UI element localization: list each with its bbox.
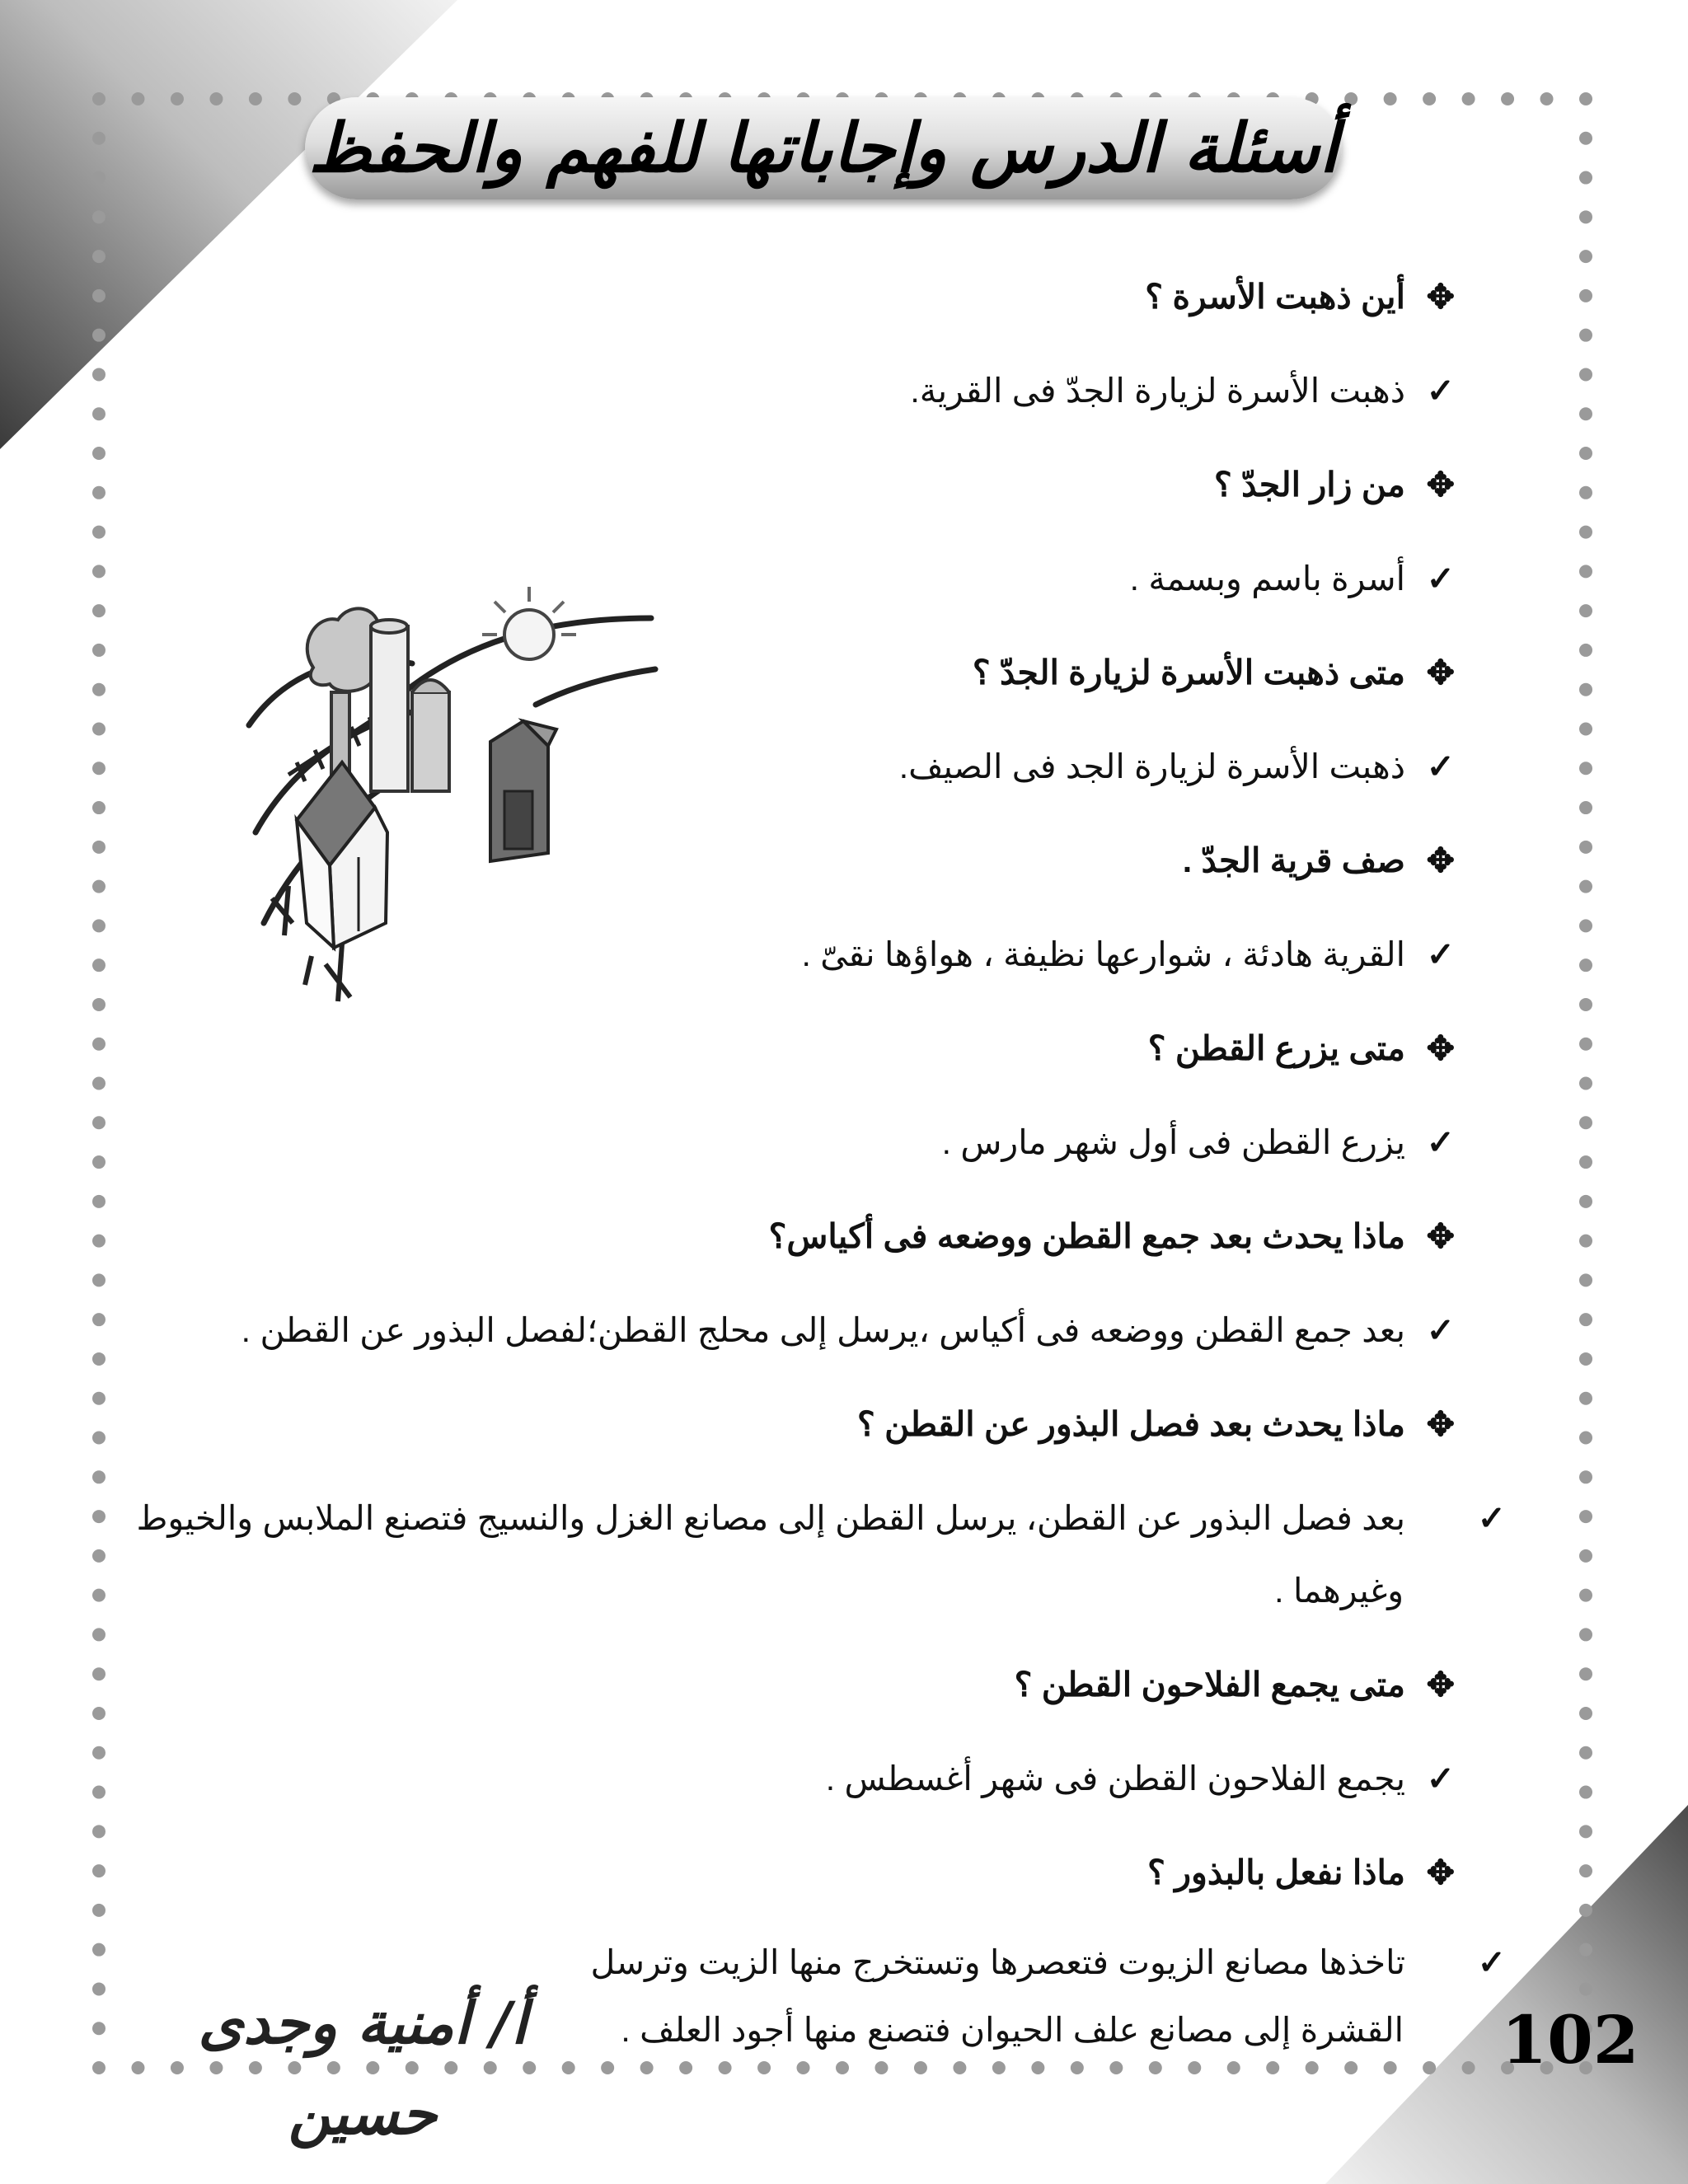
frame-dot: [1579, 958, 1592, 972]
answer-8: ✓يجمع الفلاحون القطن فى شهر أغسطس .: [136, 1737, 1455, 1831]
frame-dot: [92, 644, 106, 657]
check-mark-icon: ✓: [1426, 372, 1455, 410]
frame-dot: [1579, 368, 1592, 381]
frame-dot: [1579, 722, 1592, 735]
frame-dot: [1579, 565, 1592, 578]
frame-dot: [92, 1786, 106, 1799]
frame-dot: [249, 92, 262, 105]
frame-dot: [1579, 604, 1592, 617]
four-diamond-bullet-icon: ✥: [1426, 466, 1455, 504]
frame-dot: [1579, 329, 1592, 342]
frame-dot: [1579, 1589, 1592, 1602]
question-2: ✥من زار الجدّ ؟: [136, 443, 1455, 537]
frame-dot: [1579, 1432, 1592, 1445]
frame-dot: [92, 250, 106, 263]
check-mark-icon: ✓: [1477, 1943, 1506, 1981]
four-diamond-bullet-icon: ✥: [1426, 841, 1455, 879]
frame-dot: [92, 1746, 106, 1760]
answer-7: ✓بعد فصل البذور عن القطن، يرسل القطن إلى مصانع الغزل والنسيج فتصنع الملابس والخيوط وغيرهما .: [136, 1477, 1455, 1643]
frame-dot: [1579, 289, 1592, 302]
four-diamond-bullet-icon: ✥: [1426, 654, 1455, 691]
frame-dot: [1579, 250, 1592, 263]
frame-dot: [1579, 1195, 1592, 1208]
frame-dot: [1579, 1116, 1592, 1129]
frame-dot: [1579, 1273, 1592, 1286]
frame-dot: [1579, 1667, 1592, 1680]
frame-dot: [1579, 1943, 1592, 1957]
frame-dot: [1579, 1038, 1592, 1051]
frame-dot: [92, 1392, 106, 1405]
frame-dot: [92, 958, 106, 972]
page-title: أسئلة الدرس وإجاباتها للفهم والحفظ: [308, 109, 1339, 188]
check-mark-icon: ✓: [1426, 1311, 1455, 1349]
frame-dot: [1579, 1904, 1592, 1917]
frame-dot: [1462, 92, 1475, 105]
four-diamond-bullet-icon: ✥: [1426, 1854, 1455, 1891]
answer-5: ✓يزرع القطن فى أول شهر مارس .: [136, 1101, 1455, 1195]
frame-dot: [1540, 92, 1554, 105]
frame-dot: [1579, 1155, 1592, 1169]
frame-dot: [1579, 1746, 1592, 1760]
frame-dot: [92, 1589, 106, 1602]
barn-icon: [490, 721, 556, 861]
village-farm-illustration: [239, 569, 668, 1005]
four-diamond-bullet-icon: ✥: [1426, 278, 1455, 316]
frame-dot: [92, 368, 106, 381]
frame-dot: [92, 1707, 106, 1720]
frame-dot: [1579, 526, 1592, 539]
frame-dot: [92, 1432, 106, 1445]
frame-dot: [92, 1195, 106, 1208]
frame-dot: [1579, 1786, 1592, 1799]
check-mark-icon: ✓: [1426, 748, 1455, 785]
frame-dot: [1579, 1470, 1592, 1483]
frame-dot: [92, 1116, 106, 1129]
qa-list: [136, 255, 1506, 2064]
four-diamond-bullet-icon: ✥: [1426, 1405, 1455, 1443]
frame-dot: [92, 801, 106, 814]
frame-dot: [92, 762, 106, 775]
frame-dot: [92, 2061, 106, 2074]
frame-dot: [1579, 1510, 1592, 1523]
frame-dot: [92, 92, 106, 105]
frame-dot: [92, 407, 106, 420]
frame-dot: [92, 1510, 106, 1523]
frame-dot: [1423, 92, 1436, 105]
frame-dot: [1462, 2061, 1475, 2074]
answer-4: ✓القرية هادئة ، شوارعها نظيفة ، هواؤها نقىّ .: [136, 913, 1455, 1007]
frame-dot: [92, 841, 106, 854]
frame-dot: [1579, 1077, 1592, 1090]
frame-dot: [1579, 1707, 1592, 1720]
answer-3: ✓ذهبت الأسرة لزيارة الجد فى الصيف.: [136, 725, 1455, 819]
frame-dot: [1579, 1982, 1592, 1995]
frame-dot: [1501, 92, 1514, 105]
frame-dot: [92, 998, 106, 1011]
frame-dot: [92, 526, 106, 539]
frame-dot: [92, 683, 106, 696]
frame-dot: [1579, 880, 1592, 893]
frame-dot: [92, 1943, 106, 1957]
check-mark-icon: ✓: [1426, 935, 1455, 973]
frame-dot: [92, 1077, 106, 1090]
frame-dot: [92, 1825, 106, 1838]
frame-dot: [92, 132, 106, 145]
frame-dot: [92, 1982, 106, 1995]
frame-dot: [1579, 683, 1592, 696]
frame-dot: [1579, 1864, 1592, 1877]
frame-dot: [92, 604, 106, 617]
question-5: ✥متى يزرع القطن ؟: [136, 1007, 1455, 1101]
frame-dot: [209, 92, 223, 105]
question-9: ✥ماذا نفعل بالبذور ؟: [136, 1831, 1455, 1925]
frame-dot: [1579, 841, 1592, 854]
frame-dot: [92, 880, 106, 893]
check-mark-icon: ✓: [1477, 1499, 1506, 1537]
frame-dot: [92, 329, 106, 342]
four-diamond-bullet-icon: ✥: [1426, 1029, 1455, 1067]
frame-dot: [92, 447, 106, 460]
check-mark-icon: ✓: [1426, 1123, 1455, 1161]
frame-dot: [92, 1313, 106, 1326]
question-6: ✥ماذا يحدث بعد جمع القطن ووضعه فى أكياس؟: [136, 1195, 1455, 1289]
frame-dot: [1579, 486, 1592, 499]
frame-dot: [1579, 762, 1592, 775]
frame-dot: [92, 1628, 106, 1641]
frame-dot: [92, 1470, 106, 1483]
frame-dot: [1579, 447, 1592, 460]
frame-dot: [1579, 998, 1592, 1011]
frame-dot: [1579, 407, 1592, 420]
question-4: ✥صف قرية الجدّ .: [136, 819, 1455, 913]
frame-dot: [171, 92, 184, 105]
frame-dot: [92, 1667, 106, 1680]
frame-dot: [92, 919, 106, 932]
frame-dot: [92, 722, 106, 735]
question-1: ✥أين ذهبت الأسرة ؟: [136, 255, 1455, 349]
frame-dot: [1579, 1235, 1592, 1248]
frame-dot: [92, 1352, 106, 1366]
frame-dot: [131, 92, 144, 105]
question-7: ✥ماذا يحدث بعد فصل البذور عن القطن ؟: [136, 1383, 1455, 1477]
answer-2: ✓أسرة باسم وبسمة .: [136, 537, 1455, 631]
answer-9: ✓تاخذها مصانع الزيوت فتعصرها وتستخرج منها الزيت وترسل القشرة إلى مصانع علف الحيوان فتصنع منها أجود العلف .: [136, 1925, 1455, 2064]
frame-dot: [92, 1864, 106, 1877]
frame-dot: [1579, 210, 1592, 223]
frame-dot: [1579, 132, 1592, 145]
frame-dot: [92, 1273, 106, 1286]
frame-dot: [1579, 1352, 1592, 1366]
answer-1: ✓ذهبت الأسرة لزيارة الجدّ فى القرية.: [136, 349, 1455, 443]
frame-dot: [92, 289, 106, 302]
frame-dot: [1384, 92, 1397, 105]
frame-dot: [92, 486, 106, 499]
four-diamond-bullet-icon: ✥: [1426, 1666, 1455, 1704]
frame-dot: [1579, 1628, 1592, 1641]
question-3: ✥متى ذهبت الأسرة لزيارة الجدّ ؟: [136, 631, 1455, 725]
frame-dot: [92, 1155, 106, 1169]
frame-dot: [1579, 1392, 1592, 1405]
question-8: ✥متى يجمع الفلاحون القطن ؟: [136, 1643, 1455, 1737]
frame-dot: [1344, 92, 1357, 105]
frame-dot: [1579, 1549, 1592, 1563]
four-diamond-bullet-icon: ✥: [1426, 1217, 1455, 1255]
frame-dot: [1579, 92, 1592, 105]
silo-icon: [371, 620, 449, 791]
frame-dot: [92, 210, 106, 223]
frame-dot: [92, 171, 106, 185]
check-mark-icon: ✓: [1426, 1760, 1455, 1797]
frame-dot: [1579, 919, 1592, 932]
frame-dot: [92, 1549, 106, 1563]
check-mark-icon: ✓: [1426, 560, 1455, 598]
frame-dot: [92, 2022, 106, 2035]
frame-dot: [1579, 644, 1592, 657]
frame-dot: [1579, 1313, 1592, 1326]
frame-dot: [1579, 1825, 1592, 1838]
page-number: 102: [1501, 2001, 1639, 2079]
frame-dot: [1579, 801, 1592, 814]
frame-dot: [288, 92, 301, 105]
answer-6: ✓بعد جمع القطن ووضعه فى أكياس ،يرسل إلى محلج القطن؛لفصل البذور عن القطن .: [136, 1289, 1455, 1383]
author-signature: أ/ أمنية وجدى حسين: [198, 1989, 528, 2148]
frame-dot: [92, 1038, 106, 1051]
frame-dot: [92, 1235, 106, 1248]
frame-dot: [92, 565, 106, 578]
frame-dot: [1579, 171, 1592, 185]
frame-dot: [92, 1904, 106, 1917]
